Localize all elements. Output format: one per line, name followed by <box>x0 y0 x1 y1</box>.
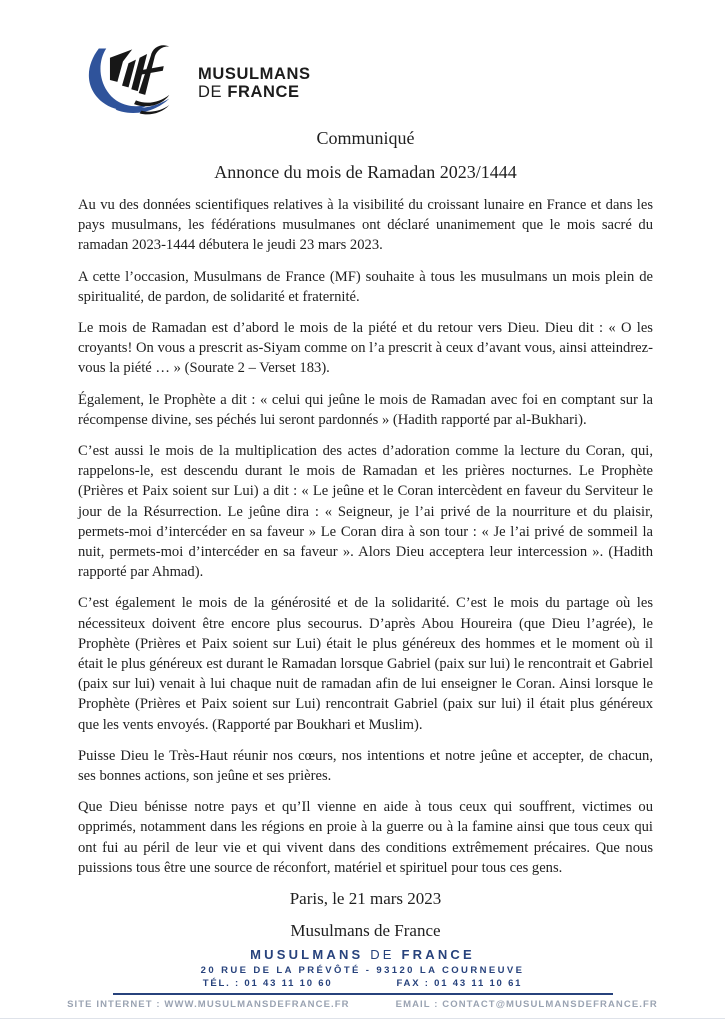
signature-block <box>78 889 653 941</box>
paragraph-wishes: A cette l’occasion, Musulmans de France (MF) souhaite à tous les musulmans un mois plein de spiritualité, de pardon, de solidarité et fraternité. <box>78 268 653 305</box>
footer-org-name <box>0 947 725 962</box>
signature-organization: Musulmans de France <box>290 921 441 941</box>
logo <box>84 42 311 118</box>
logo-wordmark <box>198 59 311 102</box>
footer-fax: FAX : 01 43 11 10 61 <box>396 978 523 989</box>
footer-contact-block <box>0 947 725 1010</box>
footer-divider <box>113 993 613 995</box>
footer-address: 20 RUE DE LA PRÉVÔTÉ - 93120 LA COURNEUVE <box>200 965 525 976</box>
signature-date: Paris, le 21 mars 2023 <box>289 889 442 909</box>
page-title: Communiqué <box>316 128 415 148</box>
logo-wordmark-de: DE <box>198 83 223 101</box>
paragraph-prayer: Puisse Dieu le Très-Haut réunir nos cœurs, nos intentions et notre jeûne et accepter, de chacun, ses bonnes actions, son jeûne et ses prières. <box>78 747 653 785</box>
page-subtitle: Annonce du mois de Ramadan 2023/1444 <box>214 162 517 182</box>
footer-telephone: TÉL. : 01 43 11 10 60 <box>202 978 333 989</box>
paragraph-blessing: Que Dieu bénisse notre pays et qu’Il vienne en aide à tous ceux qui souffrent, victimes ou opprimés, notamment dans les régions en proie à la guerre ou à la famine ainsi que tous ceux qui ont fui au péril de leur vie et qui vivent dans des conditions extrêmement précaires. Que nous puissions tous être une source de réconfort, matériel et spirituel pour tous ces gens. <box>78 799 653 876</box>
footer-org-name-part2: FRANCE <box>401 947 475 962</box>
paragraph-adoration: C’est aussi le mois de la multiplication des actes d’adoration comme la lecture du Coran, qui, rappelons-le, est descendu durant le mois de Ramadan et les prières nocturnes. Le Prophète (Prières et Paix soient sur Lui) a dit : « Le jeûne et le Coran intercèdent en faveur du Serviteur le jour de la Résurrection. Le jeûne dira : « Seigneur, je l’ai privé de la nourriture et du plaisir, permets-moi d’intercéder en sa faveur » Le Coran dira à son tour : « Je l’ai privé de sommeil la nuit, permets-moi d’intercéder en sa faveur ». Alors Dieu acceptera leur intercession ». (Hadith rapporté par Ahmad). <box>78 443 653 581</box>
footer-org-name-de: DE <box>370 947 395 962</box>
logo-wordmark-france: FRANCE <box>227 83 300 101</box>
paragraph-announcement: Au vu des données scientifiques relatives à la visibilité du croissant lunaire en France et dans les pays musulmans, les fédérations musulmanes ont déclaré unanimement que le mois sacré du ramadan 2023-1444 débutera le jeudi 23 mars 2023. <box>78 197 653 254</box>
footer-email: EMAIL : CONTACT@MUSULMANSDEFRANCE.FR <box>395 999 658 1010</box>
mf-logo-icon <box>84 42 186 118</box>
paragraph-generosity: C’est également le mois de la générosité et de la solidarité. C’est le mois du partage où les nécessiteux doivent être encore plus secourus. D’après Abou Houreira (que Dieu l’agrée), le Prophète (Prières et Paix soient sur Lui) était le plus généreux des hommes et le moment où il était le plus généreux est durant le Ramadan lorsque Gabriel (paix sur lui) le rencontrait et Gabriel (paix sur lui) venait à lui chaque nuit de ramadan afin de lui enseigner le Coran. Ainsi lorsque le Prophète (Prières et Paix soient sur Lui) rencontrait Gabriel (paix sur lui) il était plus généreux que les vents envoyés. (Rapporté par Boukhari et Muslim). <box>78 595 653 733</box>
footer-phone-row <box>0 978 725 989</box>
letter-body <box>78 128 653 941</box>
logo-wordmark-line2 <box>198 83 311 101</box>
paragraph-piety-quote: Le mois de Ramadan est d’abord le mois de la piété et du retour vers Dieu. Dieu dit : « O les croyants! On vous a prescrit as-Siyam comme on l’a prescrit à ceux d’avant vous, ainsi atteindrez-vous la piété … » (Sourate 2 – Verset 183). <box>78 320 653 377</box>
footer-org-name-part1: MUSULMANS <box>250 947 364 962</box>
page-bottom-edge <box>0 1018 725 1019</box>
paragraph-hadith-bukhari: Également, le Prophète a dit : « celui qui jeûne le mois de Ramadan avec foi en comptant sur la récompense divine, ses péchés lui seront pardonnés » (Hadith rapporté par al-Bukhari). <box>78 391 653 428</box>
footer-links-row <box>0 999 725 1010</box>
footer-website: SITE INTERNET : WWW.MUSULMANSDEFRANCE.FR <box>67 999 350 1010</box>
logo-wordmark-line1: MUSULMANS <box>198 64 311 83</box>
